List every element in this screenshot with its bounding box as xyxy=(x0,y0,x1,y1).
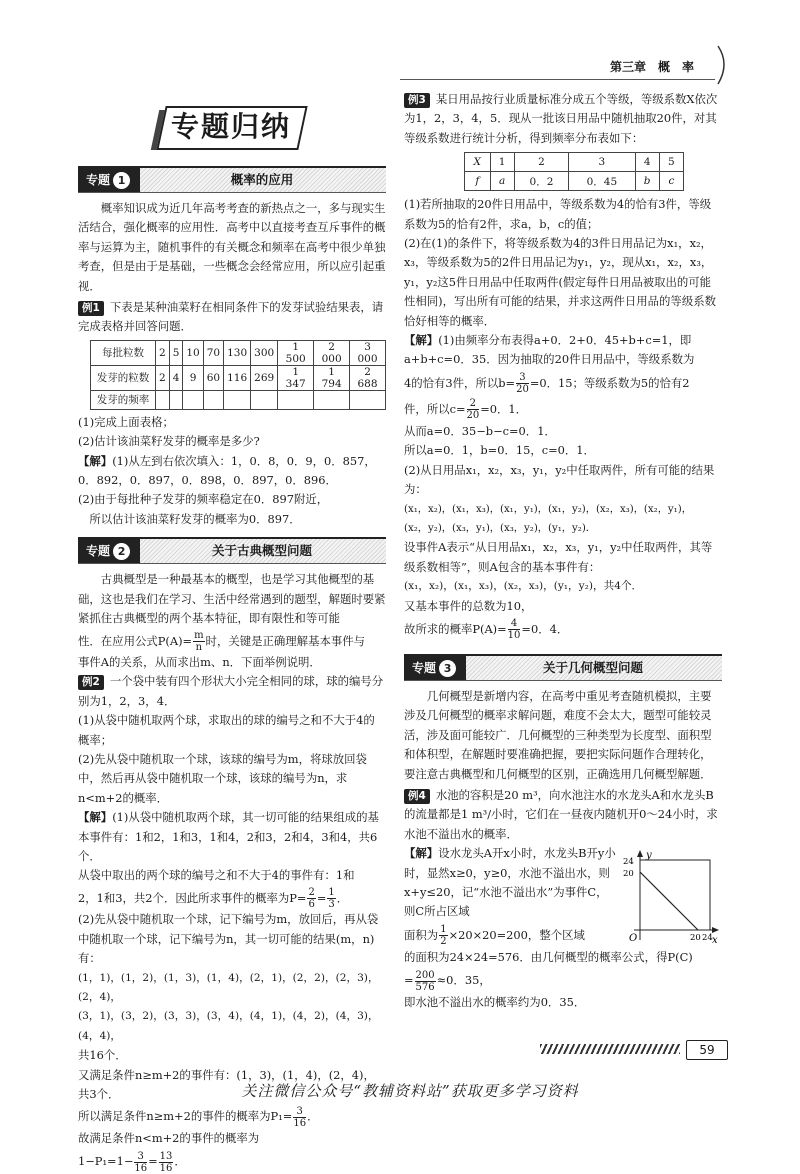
section-tag-label: 专题 xyxy=(86,173,111,187)
s2-intro-b xyxy=(78,629,386,654)
ex1-solution-2b: 所以估计该油菜籽发芽的概率为0．897． xyxy=(89,511,301,526)
ex4-question xyxy=(404,786,722,844)
germination-table xyxy=(90,340,386,410)
fraction-200-576 xyxy=(415,970,436,993)
text-span: = xyxy=(404,973,414,988)
table-cell: 0．45 xyxy=(569,172,635,191)
origin-label: O xyxy=(629,933,638,945)
fraction-3-16-b xyxy=(134,1151,147,1174)
fraction-numerator: 2 xyxy=(467,398,480,410)
fraction-denominator: 16 xyxy=(134,1162,148,1174)
table-cell: 2 000 xyxy=(314,340,350,365)
x-tick-24: 24 xyxy=(702,933,713,944)
ex1-label: 例1 xyxy=(78,301,104,316)
fraction-3-16 xyxy=(293,1106,306,1129)
fraction-numerator: 3 xyxy=(134,1151,147,1163)
table-cell: 2 688 xyxy=(350,365,386,390)
row-header-cell: 发芽的粒数 xyxy=(91,365,156,390)
table-cell xyxy=(224,390,251,409)
s2-intro-b2: 时，关键是正确理解基本事件与 xyxy=(205,633,366,648)
text-span: 故所求的概率P(A)= xyxy=(404,621,507,636)
left-column xyxy=(78,162,386,1174)
ex2-q1: (1)从袋中随机取两个球，求取出的球的编号之和不大于4的概率； xyxy=(78,713,375,747)
ex2-cond: 又满足条件n≥m+2的事件有：(1，3)，(1，4)，(2，4)，共3个． xyxy=(78,1067,375,1102)
ex1-sol1-text: (1)从左到右依次填入：1，0．8，0．9，0．857，0．892，0．897，0．898，0．897，0．896． xyxy=(78,453,376,488)
table-cell xyxy=(278,390,314,409)
y-tick-24: 24 xyxy=(623,857,634,868)
ex2-question xyxy=(78,672,386,711)
section-number-badge: 2 xyxy=(113,543,130,560)
x-tick-20: 20 xyxy=(690,933,701,944)
ex4-solution-block xyxy=(404,844,722,1012)
fraction-numerator: 1 xyxy=(328,887,335,899)
ex2-solution-1c xyxy=(78,886,386,911)
fraction-numerator: 13 xyxy=(159,1150,173,1162)
section-2-header xyxy=(78,537,386,564)
text-span: 所以满足条件n≥m+2的事件的概率为P₁= xyxy=(78,1109,293,1124)
table-cell: 3 xyxy=(569,153,635,172)
text-span: 面积为 xyxy=(404,927,439,942)
table-cell: 130 xyxy=(224,340,251,365)
region-graph xyxy=(620,848,720,944)
fraction-numerator: 2 xyxy=(308,887,315,899)
text-span: =0．4． xyxy=(521,621,569,636)
table-cell xyxy=(314,390,350,409)
ex2-solution-2: (2)先从袋中随机取一个球，记下编号为m，放回后，再从袋中随机取一个球，记下编号为n，其一切可能的结果(m，n)有： xyxy=(78,912,379,966)
fraction-numerator: 1 xyxy=(440,924,447,936)
ex1-text: 下表是某种油菜籽在相同条件下的发芽试验结果表，请完成表格并回答问题． xyxy=(78,300,384,334)
text-span: 1−P₁=1− xyxy=(78,1154,134,1169)
ex4-sol1-text: 设水龙头A开x小时，水龙头B开y小时，显然x≥0，y≥0，水池不溢出水，则x+y≤20，记“水池不溢出水”为事件C，则C所占区域 xyxy=(404,846,616,919)
table-row xyxy=(465,172,684,191)
fraction-denominator: n xyxy=(195,642,203,653)
fraction-denominator: 16 xyxy=(293,1117,307,1129)
ex2-sol1-text: (1)从袋中随机取两个球，其一切可能的结果组成的基本事件有：1和2，1和3，1和4，2和3，2和4，3和4，共6个． xyxy=(78,810,379,864)
ex4-whole: 的面积为24×24=576．由几何概型的概率公式，得P(C) xyxy=(404,949,693,964)
fraction-denominator: 576 xyxy=(415,981,435,993)
fraction-m-n xyxy=(193,630,204,653)
ex3-solution-1b xyxy=(404,370,722,396)
ex3-solution-1 xyxy=(404,331,722,370)
table-cell: 4 xyxy=(169,365,183,390)
table-cell: 2 xyxy=(514,153,569,172)
fraction-2-20 xyxy=(467,398,480,421)
ex3-sol1-text: (1)由频率分布表得a+0．2+0．45+b+c=1，即a+b+c=0．35．因为抽取的20件日用品中，等级系数为 xyxy=(404,333,695,367)
fraction-denominator: 10 xyxy=(507,630,521,642)
x-axis-arrow-icon xyxy=(712,927,719,933)
table-row xyxy=(91,365,386,390)
header-bracket-icon xyxy=(712,44,734,86)
table-row xyxy=(465,153,684,172)
y-axis-arrow-icon xyxy=(637,850,643,857)
table-cell xyxy=(183,390,203,409)
page-stripes xyxy=(540,1044,680,1054)
fraction-denominator: 2 xyxy=(440,936,447,948)
ex2-text: 一个袋中装有四个形状大小完全相同的球，球的编号分别为1，2，3，4． xyxy=(78,674,384,708)
ex4-area xyxy=(404,922,616,948)
ex3-pa xyxy=(404,616,722,642)
fraction-1-3 xyxy=(327,887,335,910)
ex2-fin: 故满足条件n<m+2的事件的概率为 xyxy=(78,1130,260,1145)
banner-title: 专题归纳 xyxy=(170,110,291,143)
fraction-13-16 xyxy=(159,1151,174,1174)
table-cell: 1 794 xyxy=(314,365,350,390)
text-span: = xyxy=(316,890,327,905)
section-tag-label: 专题 xyxy=(412,660,437,675)
s2-intro-b1: 性．在应用公式P(A)= xyxy=(78,633,193,648)
ex1-q1: (1)完成上面表格； xyxy=(78,414,174,429)
ex3-results-1: (x₁，x₂)，(x₁，x₃)，(x₁，y₁)，(x₁，y₂)，(x₂，x₃)，(x₂，y₁)， xyxy=(404,503,692,515)
footer-watermark: 关注微信公众号“教辅资料站”获取更多学习资料 xyxy=(241,1082,579,1100)
fraction-2-6 xyxy=(307,887,315,910)
text-span: ． xyxy=(174,1154,186,1169)
ex3-solution-1e: 所以a=0．1，b=0．15，c=0．1． xyxy=(404,443,595,458)
fraction-denominator: 16 xyxy=(159,1162,173,1174)
s1-intro: 概率知识成为近几年高考考查的新热点之一，多与现实生活结合，强化概率的应用性．高考中以直接考查互斥事件的概率与运算为主，随机事件的有关概念和频率在高考中很少单独考查，但是由于是基础，一些概念会经常应用，所以应引起重视． xyxy=(78,201,386,293)
section-number-badge: 3 xyxy=(439,660,456,677)
row-header-cell: X xyxy=(465,153,491,172)
table-cell: 1 347 xyxy=(278,365,314,390)
fraction-numerator: 3 xyxy=(293,1106,306,1118)
ex2-pairs-2: (3，1)，(3，2)，(3，3)，(3，4)，(4，1)，(4，2)，(4，3)，(4，4)， xyxy=(78,1010,379,1042)
fraction-denominator: 20 xyxy=(466,410,480,422)
text-span: ×20×20=200，整个区域 xyxy=(448,927,585,942)
right-column xyxy=(404,90,722,1013)
text-span: 件，所以c= xyxy=(404,401,466,416)
ex3-solution-1d: 从而a=0．35−b−c=0．1． xyxy=(404,423,556,438)
fraction-numerator: 3 xyxy=(516,372,529,384)
fraction-1-2 xyxy=(439,924,447,947)
text-span: =0．1． xyxy=(480,401,528,416)
ex2-label: 例2 xyxy=(78,675,104,690)
text-span: ． xyxy=(307,1109,319,1124)
table-cell: 4 xyxy=(635,153,659,172)
ex3-event-list: (x₁，x₂)，(x₁，x₃)，(x₂，x₃)，(y₁，y₂)，共4个． xyxy=(404,580,643,593)
section-1-header xyxy=(78,166,386,193)
text-span: =0．15；等级系数为5的恰有2 xyxy=(529,375,690,390)
chapter-header: 第三章 概 率 xyxy=(610,60,695,74)
section-2-title: 关于古典概型问题 xyxy=(211,543,312,559)
table-cell: 3 000 xyxy=(350,340,386,365)
ex3-results-2: (x₂，y₂)，(x₃，y₁)，(x₃，y₂)，(y₁，y₂)． xyxy=(404,522,596,534)
text-span: ≈0．35， xyxy=(436,973,491,988)
table-row xyxy=(91,340,386,365)
table-cell: 5 xyxy=(659,153,683,172)
text-span: 4的恰有3件，所以b= xyxy=(404,375,516,390)
ex3-question xyxy=(404,90,722,148)
header-rule xyxy=(400,79,715,80)
table-row xyxy=(91,390,386,409)
section-3-header xyxy=(404,654,722,681)
ex3-text: 某日用品按行业质量标准分成五个等级，等级系数X依次为1，2，3，4，5．现从一批该日用品中随机抽取20件，对其等级系数进行统计分析，得到频率分布表如下： xyxy=(404,92,718,145)
ex3-solution-2: (2)从日用品x₁，x₂，x₃，y₁，y₂中任取两件，所有可能的结果为： xyxy=(404,462,715,497)
ex3-q2: (2)在(1)的条件下，将等级系数为4的3件日用品记为x₁，x₂，x₃，等级系数为5的2件日用品记为y₁，y₂，现从x₁，x₂，x₃，y₁，y₂这5件日用品中任取两件(假定每件日用品被取出的可能性相同)，写出所有可能的结果，并求这两件日用品的等级系数恰好相等的概率． xyxy=(404,236,716,328)
table-cell: 2 xyxy=(156,365,170,390)
s2-intro-a: 古典概型是一种最基本的概型，也是学习其他概型的基础，这也是我们在学习、生活中经常遇到的题型，解题时要紧紧抓住古典概型的两个基本特征，即有限性和等可能 xyxy=(78,572,386,626)
ex3-solution-1c xyxy=(404,396,722,422)
table-cell: 1 xyxy=(490,153,514,172)
ex2-q2: (2)先从袋中随机取一个球，该球的编号为m，将球放回袋中，然后再从袋中随机取一个球，该球的编号为n，求n<m+2的概率． xyxy=(78,752,367,805)
ex2-p1 xyxy=(78,1104,386,1129)
solution-label: 【解】 xyxy=(78,810,113,825)
table-cell xyxy=(156,390,170,409)
table-cell: 116 xyxy=(224,365,251,390)
fraction-denominator: 20 xyxy=(516,384,529,396)
ex2-pairs-3: 共16个． xyxy=(78,1048,127,1063)
banner xyxy=(155,104,305,156)
row-header-cell: 每批粒数 xyxy=(91,340,156,365)
solution-label: 【解】 xyxy=(78,453,113,468)
s2-intro-c: 事件A的关系，从而求出m、n．下面举例说明． xyxy=(78,655,321,669)
table-cell: 0．2 xyxy=(514,172,569,191)
ex4-final: 即水池不溢出水的概率约为0．35． xyxy=(404,995,586,1010)
table-cell: 5 xyxy=(169,340,183,365)
text-span: ． xyxy=(336,890,349,905)
ex4-label: 例4 xyxy=(404,789,430,804)
table-cell: a xyxy=(490,172,514,191)
ex3-event: 设事件A表示“从日用品x₁，x₂，x₃，y₁，y₂中任取两件，其等级系数相等”，则A包含的基本事件有： xyxy=(404,540,713,574)
fraction-numerator: m xyxy=(194,630,204,641)
row-header-cell: 发芽的频率 xyxy=(91,390,156,409)
row-header-cell: f xyxy=(465,172,491,191)
fraction-4-10 xyxy=(508,618,521,641)
page-number-bar xyxy=(540,1040,730,1058)
table-cell: 10 xyxy=(183,340,203,365)
table-cell: 9 xyxy=(183,365,203,390)
fraction-denominator: 6 xyxy=(308,899,315,911)
y-tick-20: 20 xyxy=(623,869,634,880)
table-cell: 70 xyxy=(203,340,223,365)
whole-region xyxy=(640,860,710,930)
table-cell: 60 xyxy=(203,365,223,390)
ex2-pairs-1: (1，1)，(1，2)，(1，3)，(1，4)，(2，1)，(2，2)，(2，3)，(2，4)， xyxy=(78,971,379,1003)
s3-intro: 几何概型是新增内容，在高考中重见考查随机模拟，主要涉及几何概型的概率求解问题，难度不会太大，题型可能较灵活，涉及面可能较广．几何概型的三种类型为长度型、面积型和体积型，在解题时要准确把握，要把实际问题作合理转化，要注意古典概型和几何概型的区别，正确选用几何概型解题． xyxy=(404,688,712,781)
section-tag-label: 专题 xyxy=(86,544,111,559)
table-cell xyxy=(203,390,223,409)
table-cell: 1 500 xyxy=(278,340,314,365)
text-span: 2，1和3，共2个．因此所求事件的概率为P= xyxy=(78,890,307,905)
ex3-label: 例3 xyxy=(404,93,430,108)
table-cell: 2 xyxy=(156,340,170,365)
frequency-table xyxy=(464,152,684,191)
table-cell: 300 xyxy=(251,340,278,365)
table-cell: 269 xyxy=(251,365,278,390)
ex3-total: 又基本事件的总数为10， xyxy=(404,598,533,613)
x-label: x xyxy=(712,935,718,945)
section-3-title: 关于几何概型问题 xyxy=(542,659,643,675)
y-label: y xyxy=(646,850,652,862)
table-cell xyxy=(350,390,386,409)
ex2-solution-1b: 从袋中取出的两个球的编号之和不大于4的事件有：1和 xyxy=(78,868,355,883)
ex4-text: 水池的容积是20 m³，向水池注水的水龙头A和水龙头B的流量都是1 m³/小时，它们在一昼夜内随机开0～24小时，求水池不溢出水的概率． xyxy=(404,787,718,841)
ex1-solution-2a: (2)由于每批种子发芽的频率稳定在0．897附近， xyxy=(78,492,329,507)
table-cell: b xyxy=(635,172,659,191)
table-cell xyxy=(169,390,183,409)
boundary-line xyxy=(640,872,698,930)
solution-label: 【解】 xyxy=(404,333,439,348)
ex1-q2: (2)估计该油菜籽发芽的概率是多少? xyxy=(78,434,260,449)
solution-label: 【解】 xyxy=(404,846,439,861)
fraction-numerator: 4 xyxy=(508,618,521,630)
ex1-solution-1 xyxy=(78,452,386,491)
ex2-fin2 xyxy=(78,1148,386,1174)
table-cell: c xyxy=(659,172,683,191)
table-cell xyxy=(251,390,278,409)
ex1-question xyxy=(78,298,386,337)
fraction-numerator: 200 xyxy=(415,969,435,981)
ex4-pc xyxy=(404,967,722,993)
fraction-denominator: 3 xyxy=(328,899,335,911)
section-1-title: 概率的应用 xyxy=(230,172,294,187)
ex4-solution-1 xyxy=(404,844,616,922)
ex3-q1: (1)若所抽取的20件日用品中，等级系数为4的恰有3件，等级系数为5的恰有2件，求a，b，c的值； xyxy=(404,197,712,231)
page-number: 59 xyxy=(686,1040,728,1060)
section-number-badge: 1 xyxy=(113,172,130,189)
fraction-3-20 xyxy=(516,372,529,395)
ex2-solution-1 xyxy=(78,808,386,866)
text-span: = xyxy=(148,1154,158,1169)
